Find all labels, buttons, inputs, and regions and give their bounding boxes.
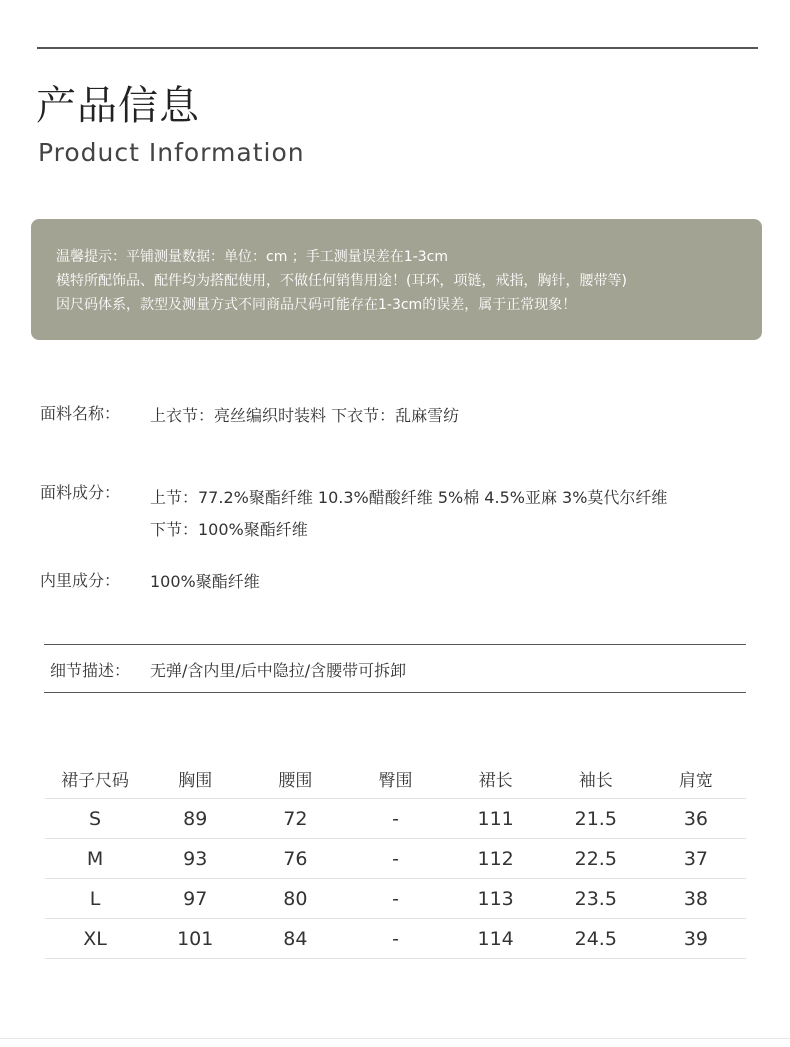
composition-line-lower: 下节：100%聚酯纤维 xyxy=(150,520,308,539)
page-subtitle: Product Information xyxy=(38,138,305,167)
table-cell: 112 xyxy=(446,839,546,879)
notice-line: 温馨提示：平铺测量数据：单位：cm ；手工测量误差在1-3cm xyxy=(56,249,448,265)
table-cell: S xyxy=(45,799,145,839)
fabric-name-value: 上衣节：亮丝编织时装料 下衣节：乱麻雪纺 xyxy=(150,406,460,425)
table-cell: 114 xyxy=(446,919,546,959)
table-row xyxy=(45,919,746,959)
details-top-divider xyxy=(44,644,746,645)
table-cell: - xyxy=(345,839,445,879)
table-cell: 80 xyxy=(245,879,345,919)
table-cell: - xyxy=(345,919,445,959)
table-cell: - xyxy=(345,879,445,919)
table-cell: 101 xyxy=(145,919,245,959)
composition-line-upper: 上节：77.2%聚酯纤维 10.3%醋酸纤维 5%棉 4.5%亚麻 3%莫代尔纤维 xyxy=(150,488,668,507)
table-header-row xyxy=(45,758,746,799)
table-cell: 38 xyxy=(646,879,746,919)
column-header: 腰围 xyxy=(245,758,345,799)
table-cell: 84 xyxy=(245,919,345,959)
page-title: 产品信息 xyxy=(36,83,200,129)
table-cell: 72 xyxy=(245,799,345,839)
table-row xyxy=(45,839,746,879)
table-cell: 89 xyxy=(145,799,245,839)
table-cell: 39 xyxy=(646,919,746,959)
column-header: 袖长 xyxy=(546,758,646,799)
column-header: 肩宽 xyxy=(646,758,746,799)
lining-label: 内里成分： xyxy=(40,571,121,590)
table-cell: 22.5 xyxy=(546,839,646,879)
column-header: 胸围 xyxy=(145,758,245,799)
notice-line: 模特所配饰品、配件均为搭配使用，不做任何销售用途！(耳环，项链，戒指，胸针，腰带等) xyxy=(56,273,627,289)
lining-value: 100%聚酯纤维 xyxy=(150,572,260,591)
details-bottom-divider xyxy=(44,692,746,693)
table-cell: 36 xyxy=(646,799,746,839)
table-cell: 21.5 xyxy=(546,799,646,839)
details-label: 细节描述： xyxy=(50,661,131,680)
composition-label: 面料成分： xyxy=(40,483,121,502)
table-cell: 113 xyxy=(446,879,546,919)
notice-box xyxy=(31,219,762,340)
size-table xyxy=(45,758,746,959)
fabric-name-label: 面料名称： xyxy=(40,404,121,423)
table-cell: M xyxy=(45,839,145,879)
column-header: 裙子尺码 xyxy=(45,758,145,799)
table-row xyxy=(45,879,746,919)
table-cell: 37 xyxy=(646,839,746,879)
table-cell: L xyxy=(45,879,145,919)
notice-line: 因尺码体系，款型及测量方式不同商品尺码可能存在1-3cm的误差，属于正常现象！ xyxy=(56,297,577,313)
table-cell: XL xyxy=(45,919,145,959)
column-header: 臀围 xyxy=(345,758,445,799)
table-cell: 24.5 xyxy=(546,919,646,959)
column-header: 裙长 xyxy=(446,758,546,799)
bottom-divider xyxy=(0,1038,790,1039)
table-row xyxy=(45,799,746,839)
table-cell: 76 xyxy=(245,839,345,879)
table-cell: 93 xyxy=(145,839,245,879)
details-value: 无弹/含内里/后中隐拉/含腰带可拆卸 xyxy=(150,661,407,680)
table-cell: - xyxy=(345,799,445,839)
table-cell: 23.5 xyxy=(546,879,646,919)
table-cell: 97 xyxy=(145,879,245,919)
top-divider xyxy=(37,47,758,49)
table-cell: 111 xyxy=(446,799,546,839)
